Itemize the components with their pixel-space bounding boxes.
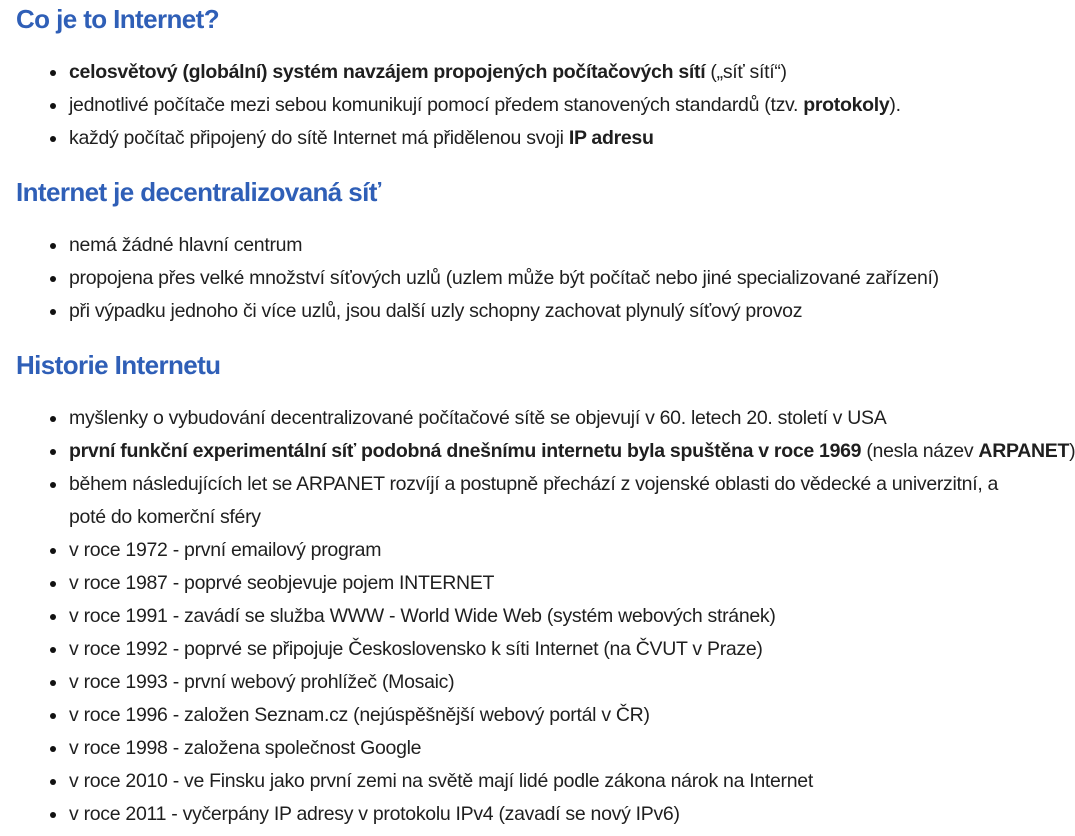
item-text: v roce 1998 - založena společnost Google	[69, 737, 422, 759]
item-text: při výpadku jednoho či více uzlů, jsou další uzly schopny zachovat plynulý síťový provoz	[69, 300, 803, 322]
item-text: jednotlivé počítače mezi sebou komunikují pomocí předem stanovených standardů (tzv.	[69, 94, 804, 116]
section-heading-decentralized: Internet je decentralizovaná síť	[16, 177, 381, 207]
list-item	[16, 732, 1042, 765]
item-text: v roce 1992 - poprvé se připojuje Československo k síti Internet (na ČVUT v Praze)	[69, 638, 763, 660]
list-item	[16, 765, 1042, 798]
list-item	[16, 633, 1042, 666]
list-item	[16, 229, 1042, 262]
item-text: během následujících let se ARPANET rozvíjí a postupně přechází z vojenské oblasti do vědecké a univerzitní, a poté do komerční sféry	[69, 473, 999, 528]
item-text: v roce 1991 - zavádí se služba WWW - World Wide Web (systém webových stránek)	[69, 605, 776, 627]
item-text: myšlenky o vybudování decentralizované počítačové sítě se objevují v 60. letech 20. století v USA	[69, 407, 887, 429]
list-item	[16, 534, 1042, 567]
list-item	[16, 567, 1042, 600]
bold-text: protokoly	[803, 94, 890, 116]
bullet-list-decentralized	[16, 229, 1042, 328]
bullet-list-what-is-internet	[16, 56, 1042, 155]
item-text: v roce 2010 - ve Finsku jako první zemi na světě mají lidé podle zákona nárok na Internet	[69, 770, 813, 792]
section-heading-what-is-internet: Co je to Internet?	[16, 4, 219, 34]
bold-text: IP adresu	[568, 127, 654, 149]
bullet-list-history	[16, 402, 1075, 831]
item-text: ).	[889, 94, 901, 116]
list-item	[16, 295, 1042, 328]
list-item	[16, 600, 1042, 633]
item-text: (nesla název	[861, 440, 979, 462]
list-item	[16, 56, 1042, 89]
list-item	[16, 402, 1042, 435]
item-text: („síť sítí“)	[705, 61, 787, 83]
bold-text: ARPANET	[978, 440, 1070, 462]
list-item	[16, 666, 1042, 699]
bold-text: první funkční experimentální síť podobná dnešnímu internetu byla spuštěna v roce 1969	[69, 440, 862, 462]
item-text: propojena přes velké množství síťových uzlů (uzlem může být počítač nebo jiné specializované zařízení)	[69, 267, 939, 289]
list-item	[16, 262, 1042, 295]
item-text: nemá žádné hlavní centrum	[69, 234, 303, 256]
list-item	[16, 89, 1042, 122]
list-item	[16, 798, 1042, 831]
item-text: v roce 1972 - první emailový program	[69, 539, 382, 561]
item-text: každý počítač připojený do sítě Internet má přidělenou svoji	[69, 127, 569, 149]
list-item	[16, 435, 1075, 468]
list-item	[16, 468, 1029, 534]
item-text: )	[1069, 440, 1075, 462]
item-text: v roce 1996 - založen Seznam.cz (nejúspěšnější webový portál v ČR)	[69, 704, 650, 726]
item-text: v roce 1993 - první webový prohlížeč (Mosaic)	[69, 671, 455, 693]
article-content	[0, 1, 1075, 836]
list-item	[16, 122, 1042, 155]
section-heading-history: Historie Internetu	[16, 350, 221, 380]
list-item	[16, 699, 1042, 732]
bold-text: celosvětový (globální) systém navzájem propojených počítačových sítí	[69, 61, 706, 83]
item-text: v roce 1987 - poprvé seobjevuje pojem INTERNET	[69, 572, 495, 594]
item-text: v roce 2011 - vyčerpány IP adresy v protokolu IPv4 (zavadí se nový IPv6)	[69, 803, 680, 825]
